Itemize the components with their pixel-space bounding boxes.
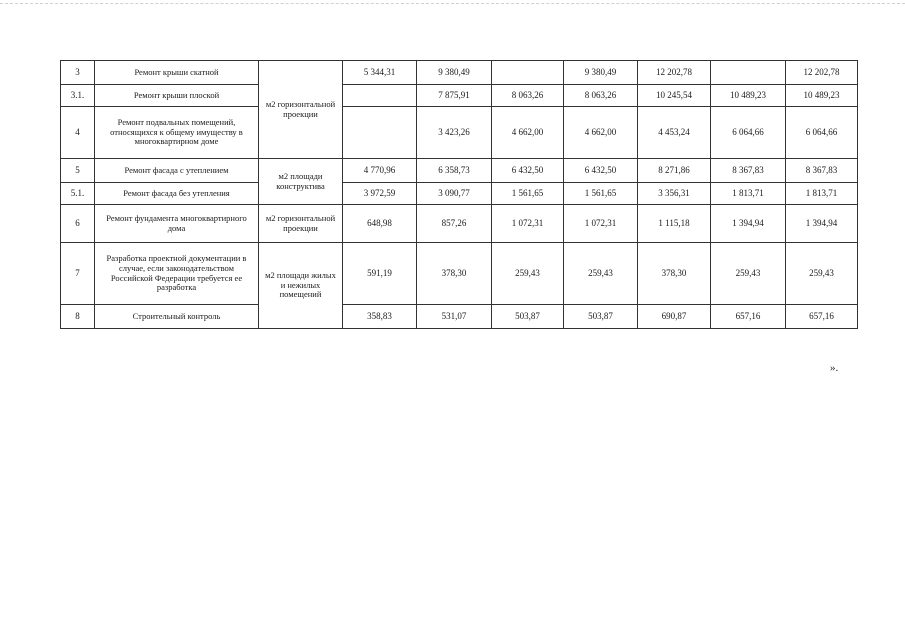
unit-cell: м2 площади жилых и нежилых помещений [259, 243, 343, 329]
table-row [61, 205, 858, 243]
unit-cell: м2 горизонтальной проекции [259, 205, 343, 243]
table-row [61, 243, 858, 305]
value-cell: 378,30 [417, 243, 492, 305]
value-cell: 259,43 [786, 243, 858, 305]
value-cell: 1 813,71 [711, 183, 786, 205]
value-cell: 3 090,77 [417, 183, 492, 205]
value-cell: 3 356,31 [638, 183, 711, 205]
value-cell: 6 064,66 [786, 107, 858, 159]
value-cell [343, 85, 417, 107]
value-cell: 259,43 [492, 243, 564, 305]
value-cell: 12 202,78 [638, 61, 711, 85]
value-cell: 3 423,26 [417, 107, 492, 159]
value-cell: 10 489,23 [711, 85, 786, 107]
value-cell: 358,83 [343, 305, 417, 329]
unit-cell: м2 горизонтальной проекции [259, 61, 343, 159]
table-row [61, 305, 858, 329]
value-cell: 4 662,00 [492, 107, 564, 159]
value-cell: 9 380,49 [417, 61, 492, 85]
row-number: 3 [61, 61, 95, 85]
work-name: Ремонт фундамента многоквартирного дома [95, 205, 259, 243]
value-cell: 657,16 [786, 305, 858, 329]
value-cell: 6 432,50 [492, 159, 564, 183]
table-row [61, 85, 858, 107]
work-name: Строительный контроль [95, 305, 259, 329]
value-cell: 4 770,96 [343, 159, 417, 183]
row-number: 5 [61, 159, 95, 183]
value-cell: 9 380,49 [564, 61, 638, 85]
work-name: Ремонт крыши скатной [95, 61, 259, 85]
row-number: 6 [61, 205, 95, 243]
value-cell [492, 61, 564, 85]
value-cell: 690,87 [638, 305, 711, 329]
value-cell: 8 271,86 [638, 159, 711, 183]
value-cell: 6 358,73 [417, 159, 492, 183]
value-cell: 10 245,54 [638, 85, 711, 107]
value-cell: 591,19 [343, 243, 417, 305]
value-cell: 1 115,18 [638, 205, 711, 243]
work-name: Ремонт крыши плоской [95, 85, 259, 107]
value-cell: 1 072,31 [492, 205, 564, 243]
value-cell: 4 453,24 [638, 107, 711, 159]
work-name: Разработка проектной документации в случае, если законодательством Российской Федерации требуется ее разработка [95, 243, 259, 305]
table-row [61, 183, 858, 205]
value-cell: 3 972,59 [343, 183, 417, 205]
value-cell: 1 394,94 [786, 205, 858, 243]
value-cell [343, 107, 417, 159]
value-cell: 378,30 [638, 243, 711, 305]
value-cell: 7 875,91 [417, 85, 492, 107]
value-cell: 6 064,66 [711, 107, 786, 159]
value-cell: 1 394,94 [711, 205, 786, 243]
value-cell: 657,16 [711, 305, 786, 329]
value-cell: 648,98 [343, 205, 417, 243]
value-cell: 12 202,78 [786, 61, 858, 85]
value-cell: 1 072,31 [564, 205, 638, 243]
scan-edge-line [0, 3, 905, 4]
value-cell: 6 432,50 [564, 159, 638, 183]
value-cell: 5 344,31 [343, 61, 417, 85]
value-cell: 1 813,71 [786, 183, 858, 205]
value-cell: 503,87 [564, 305, 638, 329]
row-number: 4 [61, 107, 95, 159]
value-cell [711, 61, 786, 85]
work-name: Ремонт фасада без утепления [95, 183, 259, 205]
value-cell: 8 063,26 [564, 85, 638, 107]
row-number: 3.1. [61, 85, 95, 107]
value-cell: 1 561,65 [492, 183, 564, 205]
value-cell: 259,43 [711, 243, 786, 305]
row-number: 5.1. [61, 183, 95, 205]
work-name: Ремонт фасада с утеплением [95, 159, 259, 183]
value-cell: 4 662,00 [564, 107, 638, 159]
value-cell: 503,87 [492, 305, 564, 329]
row-number: 8 [61, 305, 95, 329]
table-row [61, 107, 858, 159]
value-cell: 259,43 [564, 243, 638, 305]
repair-cost-table [60, 60, 858, 329]
work-name: Ремонт подвальных помещений, относящихся к общему имуществу в многоквартирном доме [95, 107, 259, 159]
value-cell: 10 489,23 [786, 85, 858, 107]
unit-cell: м2 площади конструктива [259, 159, 343, 205]
value-cell: 8 367,83 [711, 159, 786, 183]
value-cell: 1 561,65 [564, 183, 638, 205]
row-number: 7 [61, 243, 95, 305]
value-cell: 857,26 [417, 205, 492, 243]
table-row [61, 159, 858, 183]
table-row [61, 61, 858, 85]
value-cell: 531,07 [417, 305, 492, 329]
closing-quote-mark: ». [830, 362, 839, 374]
value-cell: 8 063,26 [492, 85, 564, 107]
value-cell: 8 367,83 [786, 159, 858, 183]
